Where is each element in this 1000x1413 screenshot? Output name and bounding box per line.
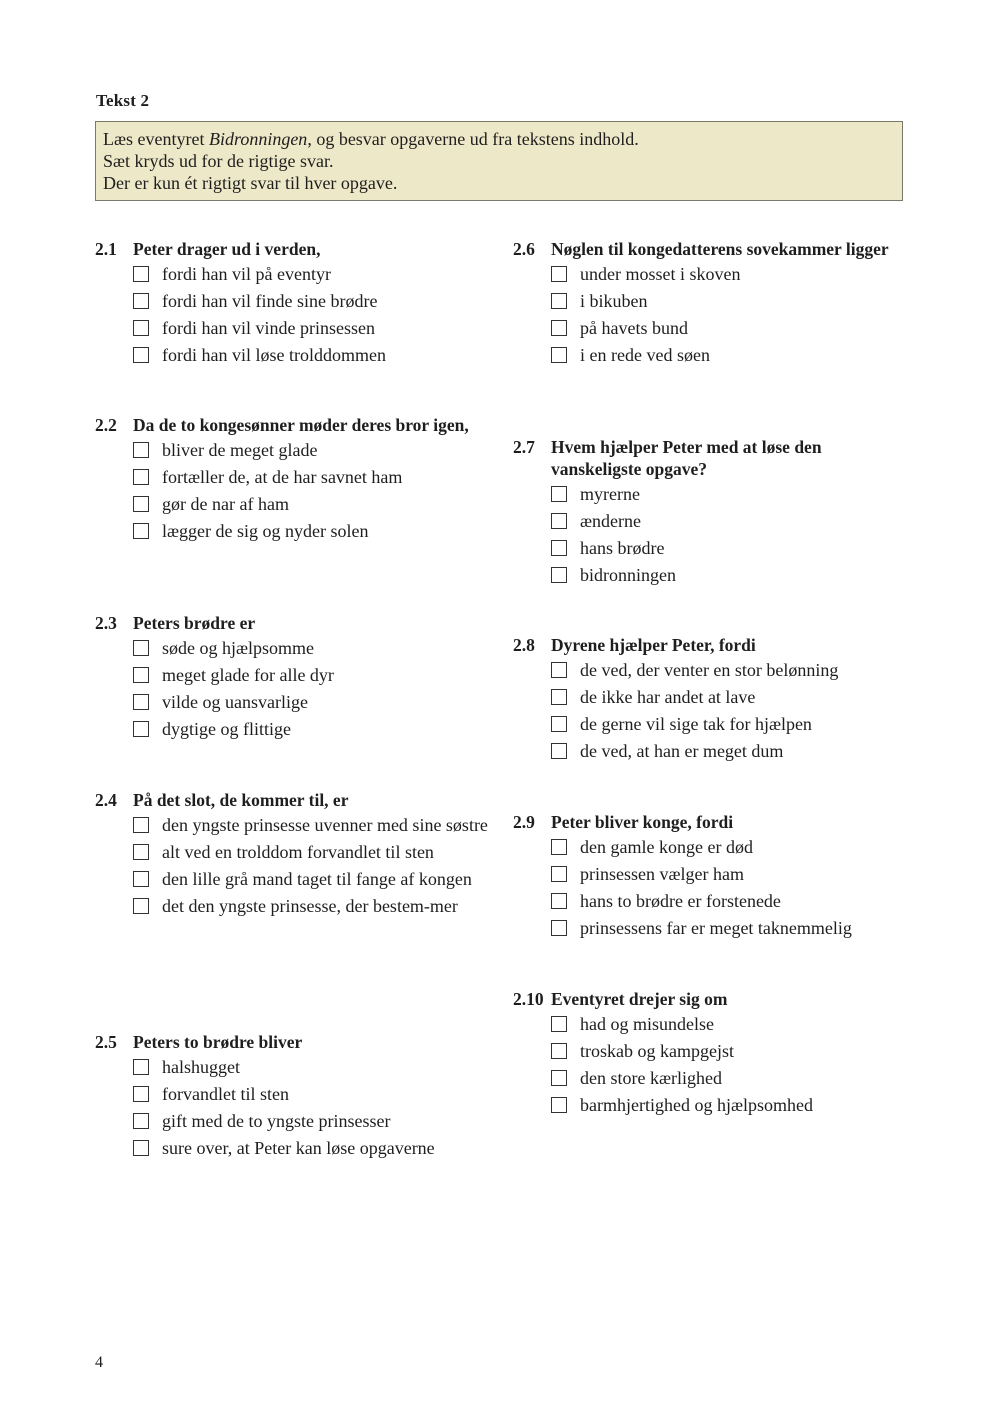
question <box>513 436 913 591</box>
answer-option[interactable] <box>95 1056 495 1078</box>
answer-option[interactable] <box>513 917 913 939</box>
checkbox[interactable] <box>133 898 149 914</box>
checkbox[interactable] <box>551 689 567 705</box>
answer-option-label: bliver de meget glade <box>162 440 318 460</box>
checkbox[interactable] <box>551 743 567 759</box>
answer-option-label: gør de nar af ham <box>162 494 289 514</box>
answer-option[interactable] <box>513 483 913 505</box>
question-number: 2.6 <box>513 239 535 259</box>
checkbox[interactable] <box>551 320 567 336</box>
answer-option[interactable] <box>95 290 495 312</box>
answer-options <box>95 439 495 542</box>
answer-option-label: det den yngste prinsesse, der bestem-mer <box>162 896 458 916</box>
answer-option-label: hans brødre <box>580 538 665 558</box>
checkbox[interactable] <box>551 1016 567 1032</box>
answer-option-label: fordi han vil på eventyr <box>162 264 331 284</box>
answer-option[interactable] <box>95 1137 495 1159</box>
checkbox[interactable] <box>551 1043 567 1059</box>
question-text <box>95 238 495 260</box>
question <box>95 1031 495 1164</box>
answer-option[interactable] <box>513 1013 913 1035</box>
question <box>513 634 913 767</box>
answer-option-label: myrerne <box>580 484 640 504</box>
answer-option[interactable] <box>513 890 913 912</box>
question-text <box>513 436 913 480</box>
checkbox[interactable] <box>133 1113 149 1129</box>
answer-option-label: den yngste prinsesse uvenner med sine søstre <box>162 815 488 835</box>
instruction-line-3: Der er kun ét rigtigt svar til hver opgave. <box>103 173 398 193</box>
answer-option-label: fortæller de, at de har savnet ham <box>162 467 403 487</box>
answer-options <box>513 836 913 939</box>
question-label: Hvem hjælper Peter med at løse den vanskeligste opgave? <box>551 437 822 479</box>
answer-option-label: halshugget <box>162 1057 240 1077</box>
answer-option-label: lægger de sig og nyder solen <box>162 521 369 541</box>
checkbox[interactable] <box>133 1140 149 1156</box>
checkbox[interactable] <box>133 871 149 887</box>
answer-option[interactable] <box>95 1083 495 1105</box>
answer-option[interactable] <box>513 1094 913 1116</box>
checkbox[interactable] <box>551 662 567 678</box>
answer-options <box>95 263 495 366</box>
answer-option[interactable] <box>95 841 495 863</box>
answer-option-label: ænderne <box>580 511 641 531</box>
checkbox[interactable] <box>551 893 567 909</box>
checkbox[interactable] <box>133 844 149 860</box>
answer-option-label: i en rede ved søen <box>580 345 710 365</box>
answer-options <box>95 814 495 917</box>
checkbox[interactable] <box>133 347 149 363</box>
question-number: 2.9 <box>513 812 535 832</box>
checkbox[interactable] <box>551 839 567 855</box>
answer-option-label: forvandlet til sten <box>162 1084 289 1104</box>
question-text <box>513 811 913 833</box>
checkbox[interactable] <box>551 866 567 882</box>
question-text <box>95 612 495 634</box>
instruction-text: Læs eventyret <box>103 129 209 149</box>
checkbox[interactable] <box>133 442 149 458</box>
checkbox[interactable] <box>551 716 567 732</box>
question-text <box>95 414 495 436</box>
answer-option-label: bidronningen <box>580 565 676 585</box>
answer-options <box>513 483 913 586</box>
answer-option[interactable] <box>95 466 495 488</box>
question <box>95 414 495 547</box>
checkbox[interactable] <box>551 567 567 583</box>
answer-option[interactable] <box>513 537 913 559</box>
checkbox[interactable] <box>551 293 567 309</box>
answer-option-label: den lille grå mand taget til fange af kongen <box>162 869 472 889</box>
answer-option[interactable] <box>513 686 913 708</box>
answer-option[interactable] <box>95 637 495 659</box>
checkbox[interactable] <box>133 266 149 282</box>
answer-option-label: vilde og uansvarlige <box>162 692 308 712</box>
question-number: 2.10 <box>513 989 544 1009</box>
question-number: 2.4 <box>95 790 117 810</box>
question <box>95 612 495 745</box>
answer-option-label: under mosset i skoven <box>580 264 741 284</box>
checkbox[interactable] <box>551 540 567 556</box>
answer-option-label: de gerne vil sige tak for hjælpen <box>580 714 812 734</box>
answer-option[interactable] <box>95 263 495 285</box>
question-number: 2.7 <box>513 437 535 457</box>
answer-option[interactable] <box>513 290 913 312</box>
answer-option-label: søde og hjælpsomme <box>162 638 314 658</box>
answer-option[interactable] <box>95 691 495 713</box>
answer-option-label: på havets bund <box>580 318 688 338</box>
answer-option[interactable] <box>95 344 495 366</box>
question-label: Peters brødre er <box>133 613 256 633</box>
question-label: Eventyret drejer sig om <box>551 989 728 1009</box>
checkbox[interactable] <box>551 1070 567 1086</box>
answer-options <box>95 637 495 740</box>
answer-options <box>513 659 913 762</box>
question-label: Dyrene hjælper Peter, fordi <box>551 635 756 655</box>
answer-option-label: i bikuben <box>580 291 648 311</box>
answer-options <box>513 263 913 366</box>
answer-option-label: sure over, at Peter kan løse opgaverne <box>162 1138 435 1158</box>
checkbox[interactable] <box>133 293 149 309</box>
answer-option[interactable] <box>95 1110 495 1132</box>
checkbox[interactable] <box>133 640 149 656</box>
answer-option-label: meget glade for alle dyr <box>162 665 334 685</box>
answer-option[interactable] <box>95 895 495 917</box>
answer-option[interactable] <box>513 836 913 858</box>
answer-option-label: hans to brødre er forstenede <box>580 891 781 911</box>
answer-option-label: prinsessens far er meget taknemmelig <box>580 918 852 938</box>
question-label: Nøglen til kongedatterens sovekammer ligger <box>551 239 889 259</box>
checkbox[interactable] <box>133 320 149 336</box>
question-number: 2.5 <box>95 1032 117 1052</box>
answer-option-label: barmhjertighed og hjælpsomhed <box>580 1095 813 1115</box>
answer-option[interactable] <box>513 713 913 735</box>
answer-option-label: fordi han vil finde sine brødre <box>162 291 378 311</box>
answer-option[interactable] <box>513 317 913 339</box>
checkbox[interactable] <box>133 817 149 833</box>
checkbox[interactable] <box>551 486 567 502</box>
answer-option[interactable] <box>513 659 913 681</box>
question-number: 2.2 <box>95 415 117 435</box>
answer-option-label: prinsessen vælger ham <box>580 864 744 884</box>
question-label: Peter bliver konge, fordi <box>551 812 734 832</box>
checkbox[interactable] <box>133 694 149 710</box>
answer-option-label: fordi han vil vinde prinsessen <box>162 318 375 338</box>
answer-option[interactable] <box>95 520 495 542</box>
answer-options <box>95 1056 495 1159</box>
question <box>513 238 913 371</box>
checkbox[interactable] <box>133 1059 149 1075</box>
answer-option[interactable] <box>95 664 495 686</box>
answer-option-label: troskab og kampgejst <box>580 1041 734 1061</box>
question-text <box>513 634 913 656</box>
question-number: 2.1 <box>95 239 117 259</box>
checkbox[interactable] <box>133 496 149 512</box>
answer-option-label: had og misundelse <box>580 1014 714 1034</box>
question-label: Da de to kongesønner møder deres bror igen, <box>133 415 469 435</box>
answer-option[interactable] <box>513 1040 913 1062</box>
checkbox[interactable] <box>551 920 567 936</box>
answer-option[interactable] <box>513 263 913 285</box>
checkbox[interactable] <box>133 469 149 485</box>
question <box>513 988 913 1121</box>
instructions-box <box>95 121 903 201</box>
page-number: 4 <box>95 1354 103 1371</box>
answer-option[interactable] <box>95 868 495 890</box>
section-heading: Tekst 2 <box>96 91 150 110</box>
instruction-line-2: Sæt kryds ud for de rigtige svar. <box>103 151 334 171</box>
answer-option[interactable] <box>95 439 495 461</box>
answer-option[interactable] <box>95 493 495 515</box>
checkbox[interactable] <box>133 523 149 539</box>
answer-option[interactable] <box>95 814 495 836</box>
checkbox[interactable] <box>133 667 149 683</box>
question-number: 2.3 <box>95 613 117 633</box>
answer-option-label: de ikke har andet at lave <box>580 687 756 707</box>
question <box>513 811 913 944</box>
answer-option[interactable] <box>95 317 495 339</box>
answer-option[interactable] <box>513 1067 913 1089</box>
question-text <box>513 988 913 1010</box>
checkbox[interactable] <box>551 513 567 529</box>
answer-option-label: den gamle konge er død <box>580 837 753 857</box>
question-label: Peters to brødre bliver <box>133 1032 303 1052</box>
checkbox[interactable] <box>133 721 149 737</box>
question-label: På det slot, de kommer til, er <box>133 790 349 810</box>
answer-option[interactable] <box>513 510 913 532</box>
answer-option[interactable] <box>95 718 495 740</box>
answer-option-label: gift med de to yngste prinsesser <box>162 1111 391 1131</box>
answer-option-label: den store kærlighed <box>580 1068 722 1088</box>
question-label: Peter drager ud i verden, <box>133 239 321 259</box>
answer-option-label: dygtige og flittige <box>162 719 291 739</box>
question <box>95 238 495 371</box>
question-number: 2.8 <box>513 635 535 655</box>
answer-option[interactable] <box>513 740 913 762</box>
checkbox[interactable] <box>133 1086 149 1102</box>
question-text <box>95 789 495 811</box>
instruction-line-1 <box>103 128 902 150</box>
answer-option-label: alt ved en trolddom forvandlet til sten <box>162 842 434 862</box>
answer-option[interactable] <box>513 564 913 586</box>
answer-option[interactable] <box>513 863 913 885</box>
checkbox[interactable] <box>551 1097 567 1113</box>
answer-option[interactable] <box>513 344 913 366</box>
answer-option-label: de ved, der venter en stor belønning <box>580 660 839 680</box>
answer-option-label: de ved, at han er meget dum <box>580 741 784 761</box>
checkbox[interactable] <box>551 347 567 363</box>
question <box>95 789 495 922</box>
story-title: Bidronningen <box>208 129 308 149</box>
question-text <box>95 1031 495 1053</box>
question-text <box>513 238 913 260</box>
checkbox[interactable] <box>551 266 567 282</box>
instruction-text: , og besvar opgaverne ud fra tekstens indhold. <box>307 129 639 149</box>
answer-option-label: fordi han vil løse trolddommen <box>162 345 386 365</box>
answer-options <box>513 1013 913 1116</box>
